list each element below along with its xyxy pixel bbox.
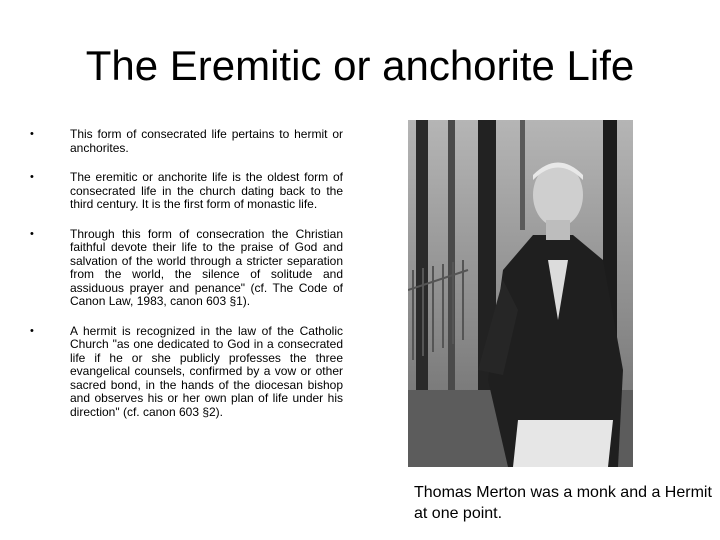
portrait-photo	[408, 120, 633, 467]
bullet-item	[30, 325, 343, 420]
slide-title: The Eremitic or anchorite Life	[85, 42, 635, 89]
bullet-text: The eremitic or anchorite life is the oldest form of consecrated life in the church dating back to the third century. It is the first form of monastic life.	[70, 170, 343, 211]
bullet-item	[30, 128, 343, 155]
photo-caption: Thomas Merton was a monk and a Hermit at one point.	[414, 484, 712, 522]
bullet-marker: •	[30, 171, 34, 183]
bullet-item	[30, 171, 343, 212]
bullet-list	[30, 128, 343, 435]
photo-illustration	[408, 120, 633, 467]
bullet-text: Through this form of consecration the Christian faithful devote their life to the praise of God and salvation of the world through a stricter separation from the world, the silence of solitude and assiduous prayer and penance" (cf. The Code of Canon Law, 1983, canon 603 §1).	[70, 226, 343, 308]
bullet-marker: •	[30, 128, 34, 140]
bullet-text: This form of consecrated life pertains to hermit or anchorites.	[70, 127, 343, 155]
bullet-item	[30, 228, 343, 309]
bullet-text: A hermit is recognized in the law of the Catholic Church "as one dedicated to God in a consecrated life if he or she publicly professes the three evangelical counsels, confirmed by a vow or other sacred bond, in the hands of the diocesan bishop and observes his or her own plan of life under his direction" (cf. canon 603 §2).	[70, 323, 343, 419]
bullet-marker: •	[30, 227, 34, 240]
bullet-marker: •	[30, 324, 34, 337]
